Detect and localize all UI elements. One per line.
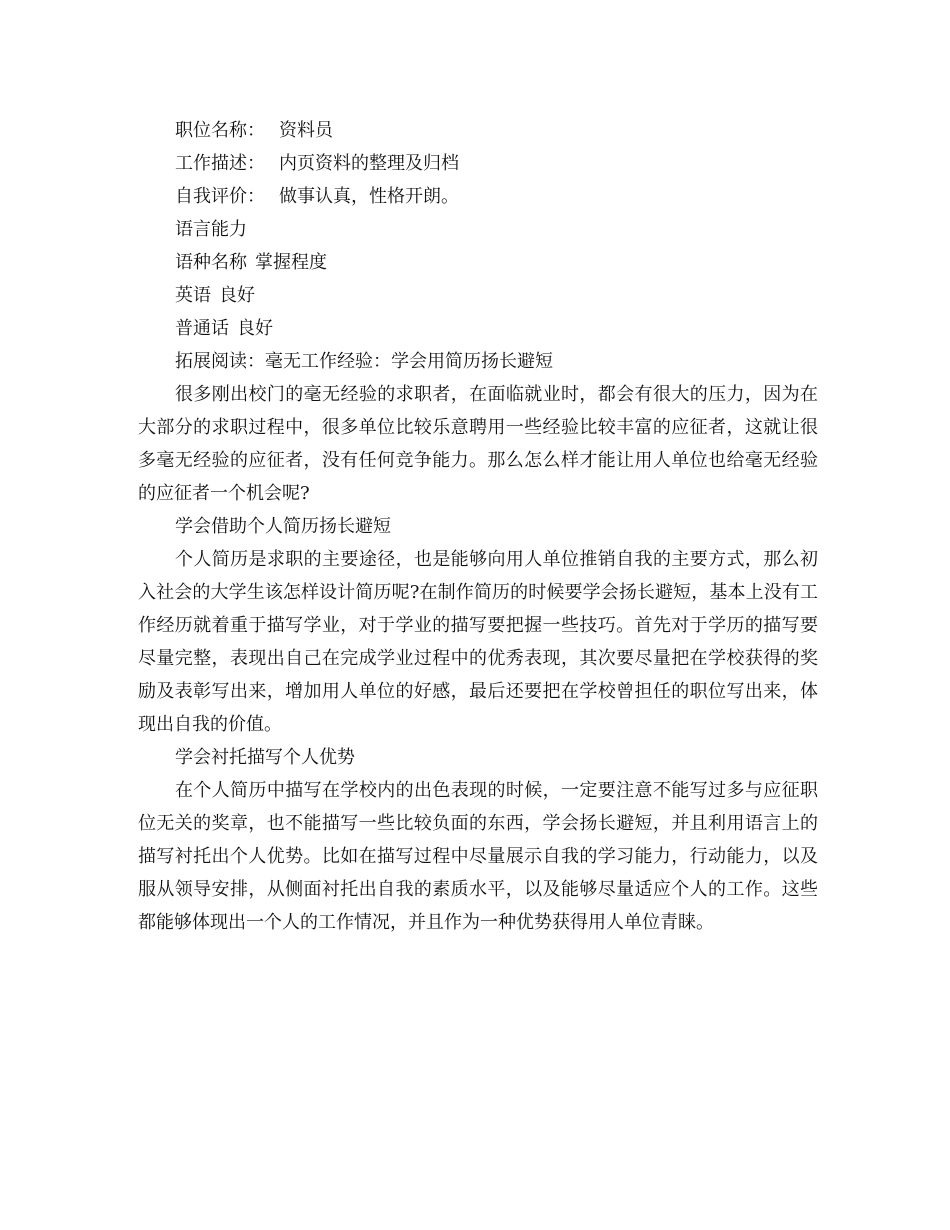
language-row [138, 312, 818, 345]
field-value: 内页资料的整理及归档 [279, 153, 459, 174]
section-body: 个人简历是求职的主要途径，也是能够向用人单位推销自我的主要方式，那么初入社会的大学生该怎样设计简历呢?在制作简历的时候要学会扬长避短，基本上没有工作经历就着重于描写学业，对于学业的描写要把握一些技巧。首先对于学历的描写要尽量完整，表现出自己在完成学业过程中的优秀表现，其次要尽量把在学校获得的奖励及表彰写出来，增加用人单位的好感，最后还要把在学校曾担任的职位写出来，体现出自我的价值。 [138, 549, 818, 735]
language-header-row [138, 246, 818, 279]
field-self-evaluation [138, 180, 818, 213]
language-row [138, 279, 818, 312]
language-level: 良好 [237, 318, 273, 339]
section-body: 在个人简历中描写在学校内的出色表现的时候，一定要注意不能写过多与应征职位无关的奖章，也不能描写一些比较负面的东西，学会扬长避短，并且利用语言上的描写衬托出个人优势。比如在描写过程中尽量展示自我的学习能力，行动能力，以及服从领导安排，从侧面衬托出自我的素质水平，以及能够尽量适应个人的工作。这些都能够体现出一个人的工作情况，并且作为一种优势获得用人单位青睐。 [138, 780, 818, 933]
field-label: 工作描述： [175, 153, 265, 174]
section-heading: 学会衬托描写个人优势 [175, 747, 355, 768]
document-body [138, 114, 818, 939]
language-level: 良好 [219, 285, 255, 306]
field-label: 职位名称： [175, 120, 265, 141]
language-header-name: 语种名称 [175, 252, 247, 273]
field-label: 自我评价： [175, 186, 265, 207]
language-header-level: 掌握程度 [255, 252, 327, 273]
field-position [138, 114, 818, 147]
language-name: 英语 [175, 285, 211, 306]
article-intro: 很多刚出校门的毫无经验的求职者，在面临就业时，都会有很大的压力，因为在大部分的求职过程中，很多单位比较乐意聘用一些经验比较丰富的应征者，这就让很多毫无经验的应征者，没有任何竞争能力。那么怎么样才能让用人单位也给毫无经验的应征者一个机会呢? [138, 384, 818, 504]
article-title: 拓展阅读：毫无工作经验：学会用简历扬长避短 [175, 351, 553, 372]
language-name: 普通话 [175, 318, 229, 339]
field-job-description [138, 147, 818, 180]
language-heading: 语言能力 [175, 219, 247, 240]
field-value: 资料员 [279, 120, 333, 141]
section-heading: 学会借助个人简历扬长避短 [175, 516, 391, 537]
field-value: 做事认真，性格开朗。 [279, 186, 459, 207]
